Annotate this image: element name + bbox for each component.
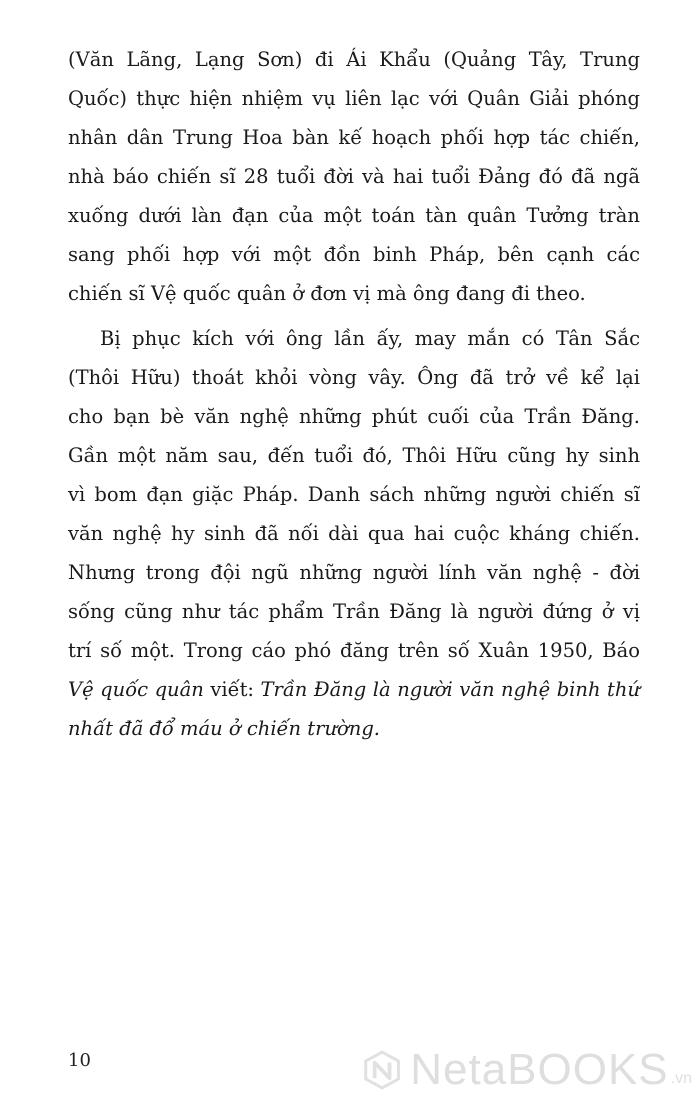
text-line: Nhưng trong đội ngũ những người lính văn nghệ - đời (68, 561, 640, 584)
paragraph-1 (68, 40, 640, 313)
text-fragment: viết: (203, 678, 261, 701)
text-line: nhà báo chiến sĩ 28 tuổi đời và hai tuổi Đảng đó đã ngã (68, 165, 640, 188)
quotation-text: Trần Đăng là người văn nghệ binh thứ (260, 678, 641, 701)
text-line: văn nghệ hy sinh đã nối dài qua hai cuộc kháng chiến. (68, 522, 640, 545)
text-line-mixed (68, 670, 640, 709)
text-line: sang phối hợp với một đồn binh Pháp, bên cạnh các (68, 243, 640, 266)
text-line: Quốc) thực hiện nhiệm vụ liên lạc với Quân Giải phóng (68, 87, 640, 110)
text-line: nhân dân Trung Hoa bàn kế hoạch phối hợp tác chiến, (68, 126, 640, 149)
watermark-text: NetaBOOKS (410, 1045, 669, 1094)
watermark (362, 1040, 692, 1100)
watermark-suffix: .vn (670, 1070, 692, 1087)
paragraph-2 (68, 319, 640, 748)
text-line: xuống dưới làn đạn của một toán tàn quân Tưởng tràn (68, 204, 640, 227)
text-line: cho bạn bè văn nghệ những phút cuối của Trần Đăng. (68, 405, 640, 428)
text-line: (Thôi Hữu) thoát khỏi vòng vây. Ông đã trở về kể lại (68, 366, 640, 389)
text-line: Bị phục kích với ông lần ấy, may mắn có Tân Sắc (100, 327, 640, 350)
newspaper-name: Vệ quốc quân (68, 678, 204, 701)
page-number: 10 (68, 1050, 91, 1071)
text-line: Gần một năm sau, đến tuổi đó, Thôi Hữu cũng hy sinh (68, 444, 640, 467)
book-page-body (68, 40, 640, 754)
quotation-text: nhất đã đổ máu ở chiến trường. (68, 717, 380, 740)
text-line: (Văn Lãng, Lạng Sơn) đi Ái Khẩu (Quảng Tây, Trung (68, 48, 640, 71)
text-line: trí số một. Trong cáo phó đăng trên số Xuân 1950, Báo (68, 639, 640, 662)
text-line: sống cũng như tác phẩm Trần Đăng là người đứng ở vị (68, 600, 640, 623)
text-line: chiến sĩ Vệ quốc quân ở đơn vị mà ông đang đi theo. (68, 282, 586, 305)
netabooks-logo-icon (362, 1043, 402, 1097)
text-line: vì bom đạn giặc Pháp. Danh sách những người chiến sĩ (68, 483, 640, 506)
